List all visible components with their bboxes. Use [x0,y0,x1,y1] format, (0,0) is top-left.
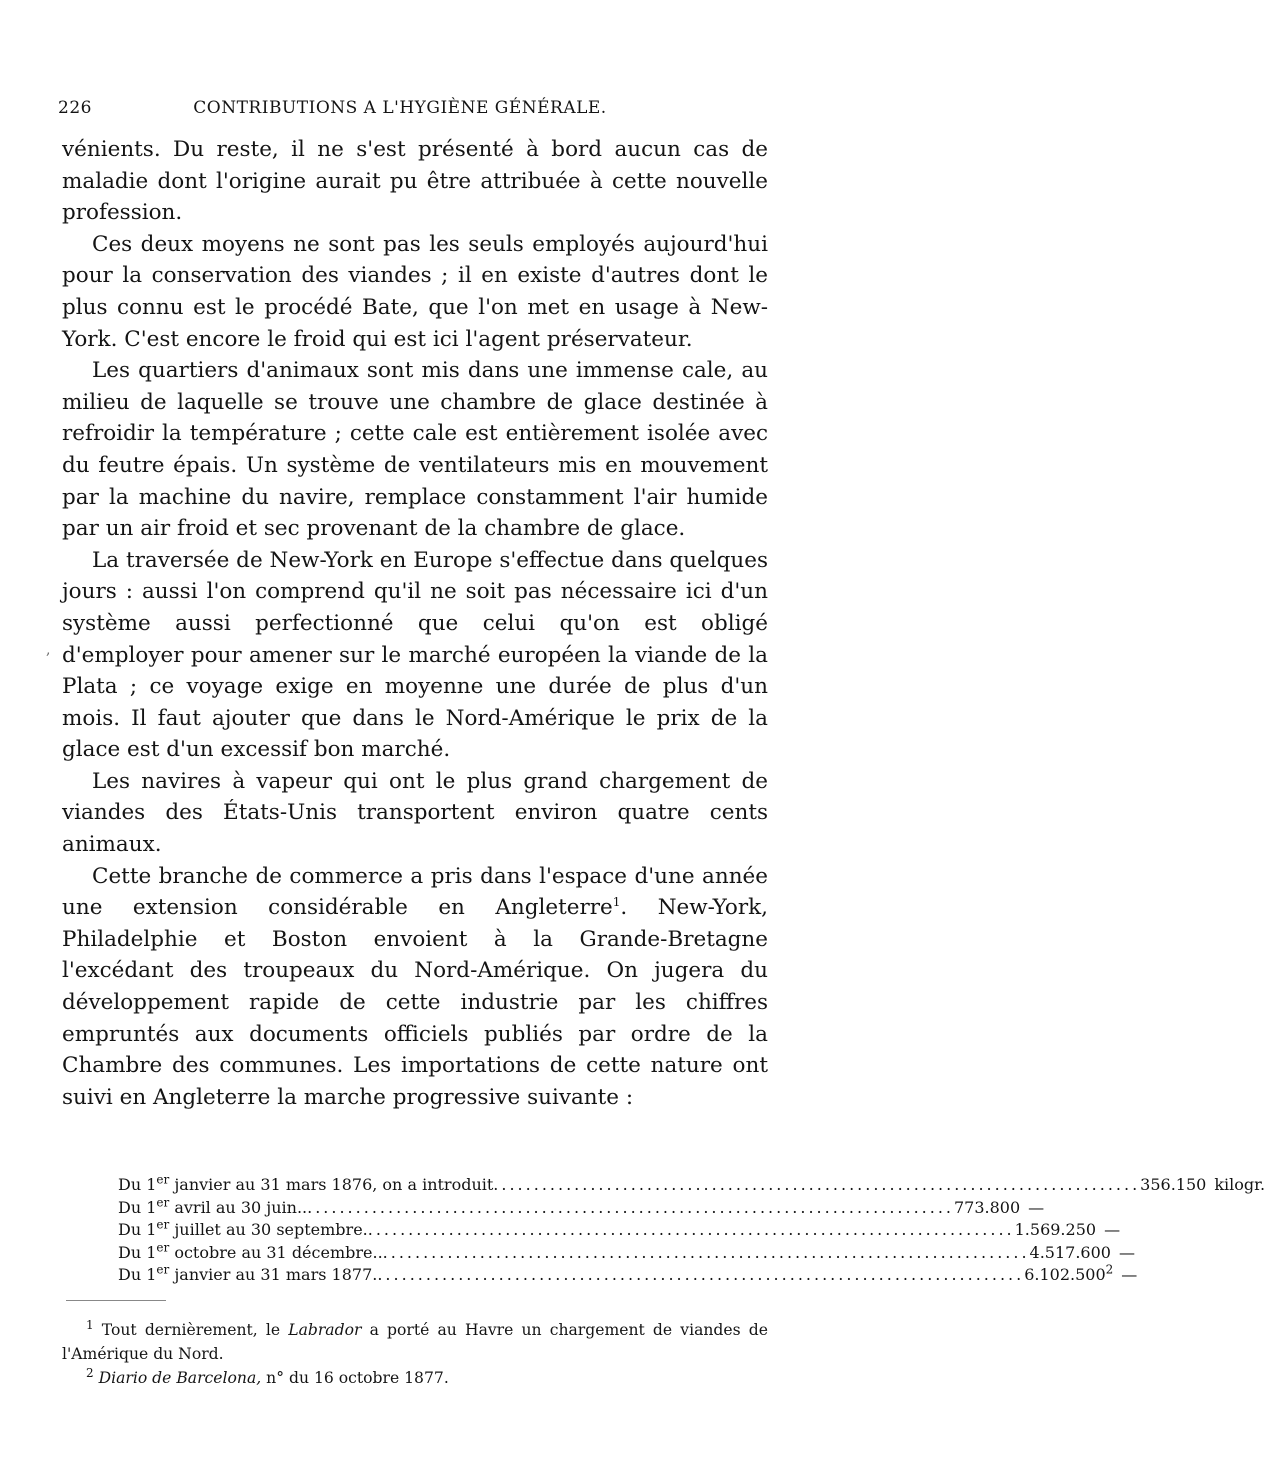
leader-dots: ................................................................................ [307,1197,954,1217]
row-value: 4.517.600 [1029,1242,1111,1262]
row-label: Du 1er avril au 30 juin.. [118,1195,308,1217]
leader-dots: ................................................................................ [493,1175,1141,1194]
paragraph-4: La traversée de New-York en Europe s'effectue dans quelques jours : aussi l'on comprend qu'il ne soit pas nécessaire ici d'un système aussi perfectionné que celui qu'on est obligé d'employer pour amener sur le marché européen la viande de la Plata ; ce voyage exige en moyenne une durée de plus d'un mois. Il faut ajouter que dans le Nord-Amérique le prix de la glace est d'un excessif bon marché. [62,547,768,763]
row-unit: — [1104,1220,1121,1240]
running-header [58,98,742,128]
stray-mark: , [46,642,51,658]
row-unit: — [1121,1265,1138,1285]
paragraph-6 [62,861,768,1114]
row-label: Du 1er janvier au 31 mars 1876, on a introduit [118,1172,494,1194]
paragraph-2: Ces deux moyens ne sont pas les seuls employés aujourd'hui pour la conservation des viandes ; il en existe d'autres dont le plus connu est le procédé Bate, que l'on met en usage à New-York. C'est encore le froid qui est ici l'agent préservateur. [62,231,768,352]
row-value: 6.102.500$^2$ [1024,1263,1114,1285]
footnote-1: $^1$ Tout dernièrement, le Labrador a porté au Havre un chargement de viandes de l'Amérique du Nord. [62,1317,768,1363]
body-text [62,134,768,1113]
paragraph-6-text-a: Cette branche de commerce a pris dans l'espace d'une année une extension considérable en Angleterre [62,863,768,921]
row-unit: — [1028,1197,1045,1217]
row-label: Du 1er octobre au 31 décembre.. [118,1240,383,1262]
row-value: 773.800 [954,1197,1021,1217]
table-row [118,1240,1135,1265]
leader-dots: ................................................................................ [377,1265,1025,1285]
table-row [118,1172,1265,1197]
row-label: Du 1er juillet au 30 septembre. [118,1217,368,1240]
row-unit: kilogr. [1214,1175,1265,1194]
paragraph-1: vénients. Du reste, il ne s'est présenté à bord aucun cas de maladie dont l'origine aurait pu être attribuée à cette nouvelle profession. [62,137,768,226]
paragraph-3: Les quartiers d'animaux sont mis dans une immense cale, au milieu de laquelle se trouve une chambre de glace destinée à refroidir la température ; cette cale est entièrement isolée avec du feutre épais. Un système de ventilateurs mis en mouvement par la machine du navire, remplace constamment l'air humide par un air froid et sec provenant de la chambre de glace. [62,358,768,542]
row-value: 356.150 [1140,1175,1207,1194]
import-table [118,1172,1265,1287]
footnote-2: $^2$ Diario de Barcelona, n° du 16 octobre 1877. [86,1365,449,1387]
footnote-ref: 1 [612,895,621,910]
row-unit: — [1118,1242,1135,1262]
table-row [118,1195,1045,1220]
leader-dots: ................................................................................ [382,1242,1030,1262]
running-title: CONTRIBUTIONS A L'HYGIÈNE GÉNÉRALE. [193,98,607,118]
row-label: Du 1er janvier au 31 mars 1877. [118,1263,378,1285]
footnote-rule [66,1300,166,1301]
footnotes [62,1318,768,1390]
leader-dots: ................................................................................ [367,1220,1015,1240]
table-row [118,1217,1121,1242]
page-number: 226 [58,98,92,118]
paragraph-6-text-b: . New-York, Philadelphie et Boston envoient à la Grande-Bretagne l'excédant des troupeaux du Nord-Amérique. On jugera du développement rapide de cette industrie par les chiffres empruntés aux documents officiels publiés par ordre de la Chambre des communes. Les importations de cette nature ont suivi en Angleterre la marche progressive suivante : [62,895,768,1110]
table-row [118,1263,1138,1287]
paragraph-5: Les navires à vapeur qui ont le plus grand chargement de viandes des États-Unis transportent environ quatre cents animaux. [62,768,768,858]
row-value: 1.569.250 [1014,1220,1097,1240]
